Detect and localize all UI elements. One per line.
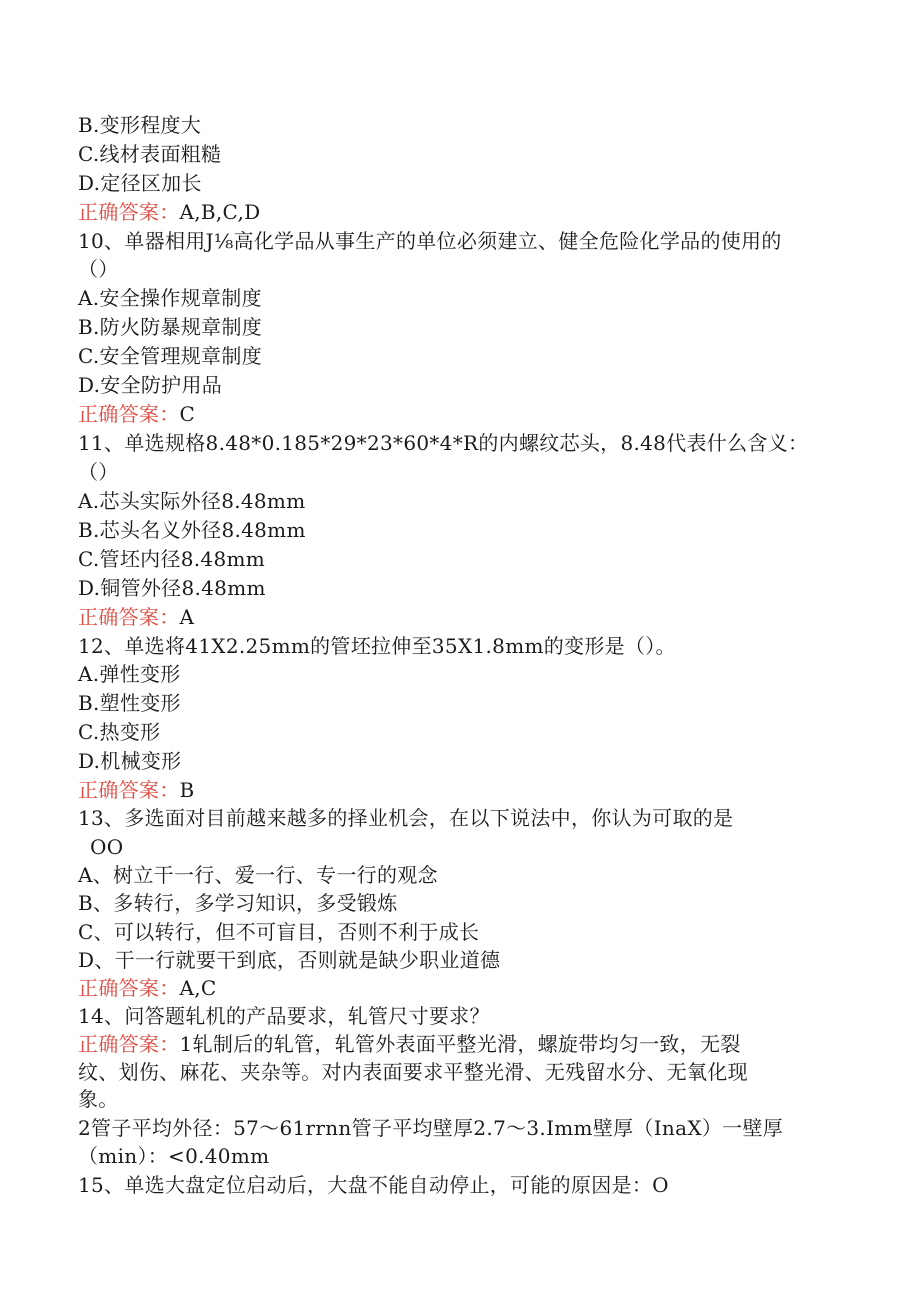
answer-label: 正确答案： — [78, 778, 180, 802]
answer-label: 正确答案： — [78, 605, 180, 629]
option-b: B.防火防暴规章制度 — [78, 315, 263, 339]
answer-value: A,C — [179, 976, 217, 1000]
option-d: D.安全防护用品 — [78, 373, 223, 397]
option-d: D.机械变形 — [78, 749, 182, 773]
option-d: D.定径区加长 — [78, 171, 202, 195]
answer-text: 2管子平均外径：57～61rrnn管子平均壁厚2.7～3.Imm壁厚（InaX）一壁厚 — [78, 1116, 784, 1140]
answer-line — [78, 199, 260, 225]
answer-text: （min）：<0.40mm — [78, 1144, 270, 1168]
answer-value: A,B,C,D — [179, 200, 261, 224]
option-c: C.线材表面粗糙 — [78, 142, 222, 166]
question-13: 13、多选面对目前越来越多的择业机会，在以下说法中，你认为可取的是 — [78, 806, 734, 830]
option-b: B、多转行，多学习知识，多受锻炼 — [78, 891, 398, 915]
answer-line — [78, 1031, 741, 1057]
question-11-blank: （） — [78, 460, 119, 484]
option-b: B.芯头名义外径8.48mm — [78, 518, 306, 542]
option-a: A.弹性变形 — [78, 662, 181, 686]
option-c: C.热变形 — [78, 720, 161, 744]
answer-label: 正确答案： — [78, 200, 180, 224]
option-b: B.变形程度大 — [78, 113, 202, 137]
answer-text: 纹、划伤、麻花、夹杂等。对内表面要求平整光滑、无残留水分、无氧化现 — [78, 1060, 748, 1084]
answer-line — [78, 401, 195, 427]
option-d: D.铜管外径8.48mm — [78, 576, 266, 600]
question-12: 12、单选将41X2.25mm的管坯拉伸至35X1.8mm的变形是（）。 — [78, 634, 676, 658]
option-c: C、可以转行，但不可盲目，否则不利于成长 — [78, 920, 480, 944]
option-c: C.管坯内径8.48mm — [78, 547, 266, 571]
option-b: B.塑性变形 — [78, 691, 181, 715]
answer-value: 1轧制后的轧管，轧管外表面平整光滑，螺旋带均匀一致，无裂 — [179, 1032, 741, 1056]
answer-value: C — [179, 402, 196, 426]
option-c: C.安全管理规章制度 — [78, 344, 262, 368]
answer-value: B — [179, 778, 195, 802]
question-14: 14、问答题轧机的产品要求，轧管尺寸要求？ — [78, 1004, 490, 1028]
answer-text: 象。 — [78, 1087, 119, 1111]
option-a: A.芯头实际外径8.48mm — [78, 489, 306, 513]
question-10-blank: （） — [78, 257, 119, 281]
question-15: 15、单选大盘定位启动后，大盘不能自动停止，可能的原因是：O — [78, 1173, 669, 1197]
answer-label: 正确答案： — [78, 1032, 180, 1056]
question-11: 11、单选规格8.48*0.185*29*23*60*4*R的内螺纹芯头，8.48代表什么含义： — [78, 431, 809, 455]
option-a: A、树立干一行、爱一行、专一行的观念 — [78, 863, 438, 887]
answer-line — [78, 777, 195, 803]
answer-line — [78, 604, 194, 630]
question-10: 10、单器相用J⅛高化学品从事生产的单位必须建立、健全危险化学品的使用的 — [78, 229, 782, 253]
answer-label: 正确答案： — [78, 402, 180, 426]
option-d: D、干一行就要干到底，否则就是缺少职业道德 — [78, 948, 501, 972]
option-a: A.安全操作规章制度 — [78, 286, 262, 310]
answer-value: A — [179, 605, 195, 629]
question-13-blank: OO — [90, 835, 124, 859]
answer-line — [78, 975, 217, 1001]
answer-label: 正确答案： — [78, 976, 180, 1000]
